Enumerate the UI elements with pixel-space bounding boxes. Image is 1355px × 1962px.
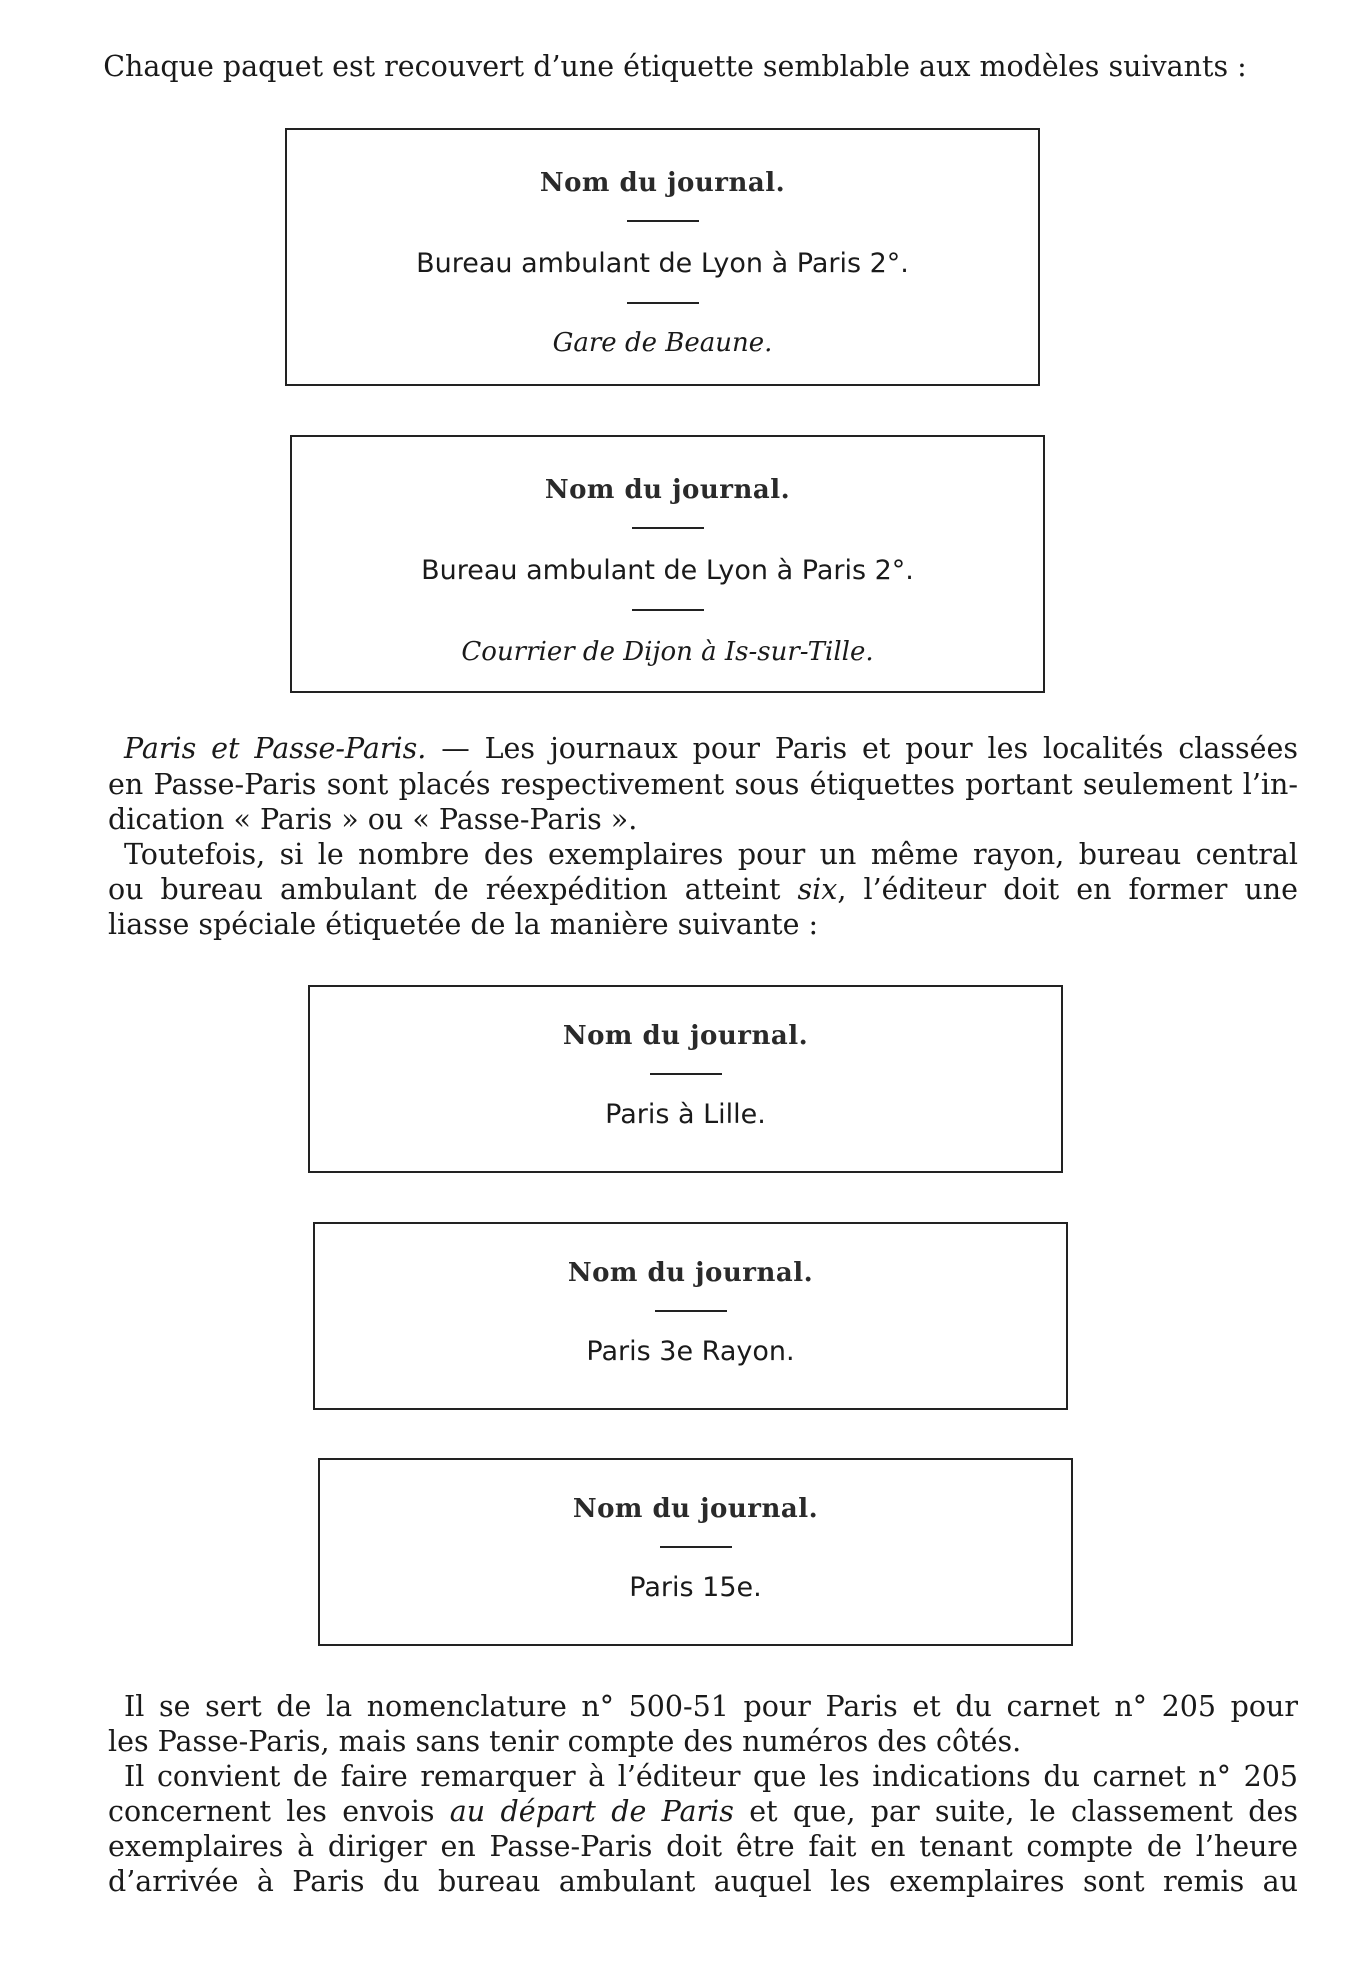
label-rule	[650, 1073, 722, 1075]
label-title: Nom du journal.	[562, 1021, 809, 1051]
intro-text: Chaque paquet est recouvert d’une étiquette semblable aux modèles suivants :	[103, 50, 1247, 83]
label-title: Nom du journal.	[567, 1258, 814, 1288]
label-box-3	[308, 985, 1063, 1173]
paragraph-line: Il se sert de la nomenclature n° 500-51 pour Paris et du carnet n° 205 pour	[124, 1690, 1298, 1723]
label-rule	[627, 302, 699, 304]
label-box-5	[318, 1458, 1073, 1646]
paragraph-line: dication « Paris » ou « Passe-Paris ».	[108, 803, 638, 836]
label-line: Paris 3e Rayon.	[586, 1336, 795, 1367]
paragraph-line: Il convient de faire remarquer à l’éditeur que les indications du carnet n° 205	[124, 1760, 1298, 1793]
label-box-4	[313, 1222, 1068, 1410]
label-title: Nom du journal.	[544, 475, 791, 505]
label-title: Nom du journal.	[539, 168, 786, 198]
text-span: et que, par suite, le classement des	[733, 1795, 1298, 1828]
text-span: , l’éditeur doit en former une	[837, 873, 1298, 906]
paragraph-line	[124, 732, 1298, 766]
section-heading: Paris et Passe-Paris.	[124, 732, 427, 765]
label-line: Courrier de Dijon à Is-sur-Tille.	[461, 637, 874, 667]
emphasis-text: six	[797, 873, 838, 906]
label-title: Nom du journal.	[572, 1494, 819, 1524]
text-span: ou bureau ambulant de réexpédition atteint	[108, 873, 798, 906]
label-rule	[627, 220, 699, 222]
label-rule	[660, 1546, 732, 1548]
paragraph-line: les Passe-Paris, mais sans tenir compte des numéros des côtés.	[108, 1725, 1022, 1758]
text-span: concernent les envois	[108, 1795, 450, 1828]
label-rule	[632, 527, 704, 529]
paragraph-line: Toutefois, si le nombre des exemplaires pour un même rayon, bureau central	[124, 838, 1298, 871]
label-line: Paris à Lille.	[605, 1099, 766, 1130]
label-box-1	[285, 128, 1040, 386]
text-span: — Les journaux pour Paris et pour les localités classées	[426, 732, 1299, 765]
label-line: Bureau ambulant de Lyon à Paris 2°.	[421, 555, 914, 586]
paragraph-line: d’arrivée à Paris du bureau ambulant auquel les exemplaires sont remis au	[108, 1865, 1298, 1898]
label-line: Paris 15e.	[629, 1572, 762, 1603]
paragraph-line: en Passe-Paris sont placés respectivement sous étiquettes portant seulement l’in-	[108, 768, 1298, 801]
label-line: Gare de Beaune.	[552, 328, 773, 358]
paragraph-line	[108, 873, 1298, 907]
label-rule	[655, 1310, 727, 1312]
label-box-2	[290, 435, 1045, 693]
paragraph-line: liasse spéciale étiquetée de la manière suivante :	[108, 908, 819, 941]
label-line: Bureau ambulant de Lyon à Paris 2°.	[416, 248, 909, 279]
emphasis-text: au départ de Paris	[449, 1795, 734, 1828]
label-rule	[632, 609, 704, 611]
paragraph-line: exemplaires à diriger en Passe-Paris doit être fait en tenant compte de l’heure	[108, 1830, 1298, 1863]
paragraph-line	[108, 1795, 1298, 1829]
